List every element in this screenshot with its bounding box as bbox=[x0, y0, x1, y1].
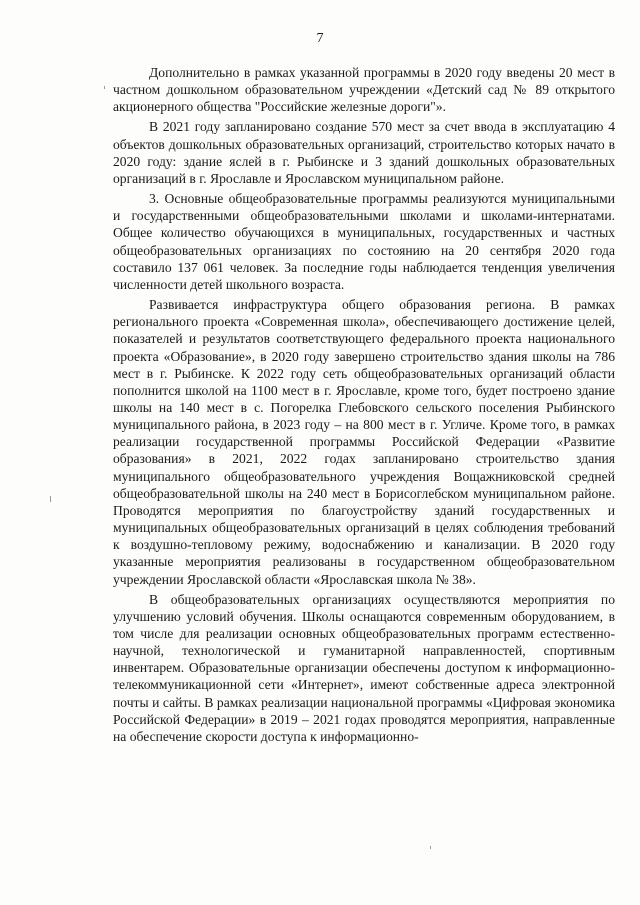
paragraph: 3. Основные общеобразовательные программы реализуются муниципальными и государственными общеобразовательными школами и школами-интернатами. Общее количество обучающихся в муниципальных, государственных и частных общеобразовательных организациях по состоянию на 20 сентября 2020 года составило 137 061 человек. За последние годы наблюдается тенденция увеличения численности детей школьного возраста. bbox=[113, 191, 615, 292]
paragraph: В 2021 году запланировано создание 570 мест за счет ввода в эксплуатацию 4 объектов дошкольных образовательных организаций, строительство которых начато в 2020 году: здание яслей в г. Рыбинске и 3 зданий дошкольных образовательных организаций в г. Ярославле и Ярославском муниципальном районе. bbox=[113, 119, 615, 186]
paragraph: Дополнительно в рамках указанной программы в 2020 году введены 20 мест в частном дошкольном образовательном учреждении «Детский сад № 89 открытого акционерного общества "Российские железные дороги"». bbox=[113, 65, 615, 115]
scan-artifact-mark bbox=[50, 496, 51, 502]
document-body bbox=[113, 64, 615, 745]
scan-artifact-mark bbox=[104, 86, 105, 89]
paragraph: Развивается инфраструктура общего образования региона. В рамках регионального проекта «Современная школа», обеспечивающего достижение целей, показателей и результатов соответствующего федерального проекта национального проекта «Образование», в 2020 году завершено строительство здания школы на 786 мест в г. Рыбинске. К 2022 году сеть общеобразовательных организаций области пополнится школой на 1100 мест в г. Ярославле, кроме того, будет построено здание школы на 140 мест в с. Погорелка Глебовского сельского поселения Рыбинского муниципального района, в 2023 году – на 800 мест в г. Угличе. Кроме того, в рамках реализации государственной программы Российской Федерации «Развитие образования» в 2021, 2022 годах запланировано строительство здания муниципального общеобразовательного учреждения Вощажниковской средней общеобразовательной школы на 240 мест в Борисоглебском муниципальном районе. Проводятся мероприятия по благоустройству зданий государственных и муниципальных общеобразовательных организаций в целях соблюдения требований к воздушно-тепловому режиму, водоснабжению и канализации. В 2020 году указанные мероприятия реализованы в государственном общеобразовательном учреждении Ярославской области «Ярославская школа № 38». bbox=[113, 297, 615, 587]
page-number: 7 bbox=[316, 31, 324, 46]
scan-artifact-mark bbox=[430, 846, 431, 849]
paragraph: В общеобразовательных организациях осуществляются мероприятия по улучшению условий обучения. Школы оснащаются современным оборудованием, в том числе для реализации основных общеобразовательных программ естественно-научной, технологической и гуманитарной направленностей, спортивным инвентарем. Образовательные организации обеспечены доступом к информационно-телекоммуникационной сети «Интернет», имеют собственные адреса электронной почты и сайты. В рамках реализации национальной программы «Цифровая экономика Российской Федерации» в 2019 – 2021 годах проводятся мероприятия, направленные на обеспечение скорости доступа к информационно- bbox=[113, 591, 615, 744]
